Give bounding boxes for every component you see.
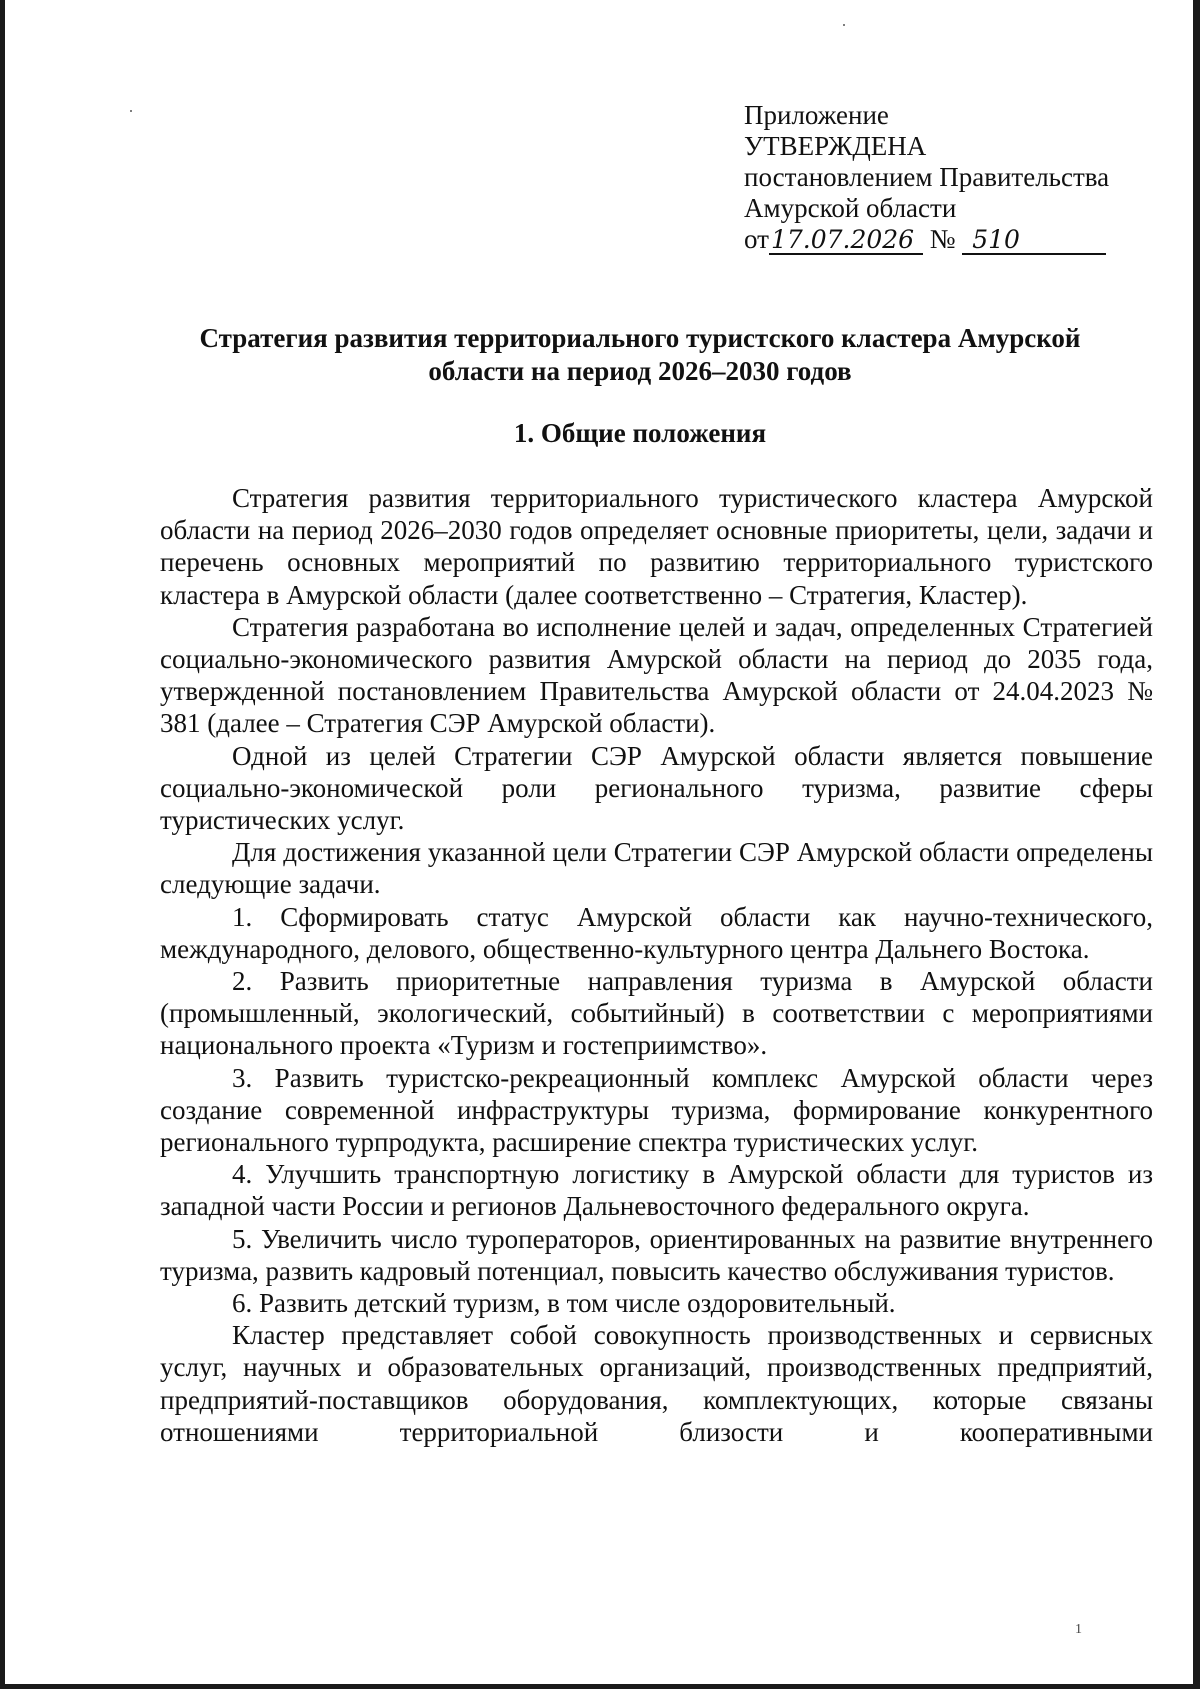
- number-prefix: №: [929, 224, 956, 254]
- paragraph: 4. Улучшить транспортную логистику в Амурской области для туристов из западной части России и регионов Дальневосточного федерального округа.: [160, 1159, 1153, 1222]
- document-title: Стратегия развития территориального туристского кластера Амурской области на период 2026–2030 годов: [199, 323, 1081, 386]
- paragraph: 5. Увеличить число туроператоров, ориентированных на развитие внутреннего туризма, развить кадровый потенциал, повысить качество обслуживания туристов.: [160, 1223, 1153, 1286]
- handwritten-date: 17.07.2026: [769, 227, 923, 255]
- paragraph: 2. Развить приоритетные направления туризма в Амурской области (промышленный, экологический, событийный) в соответствии с мероприятиями национального проекта «Туризм и гостеприимство».: [160, 966, 1153, 1061]
- paragraph: Одной из целей Стратегии СЭР Амурской области является повышение социально-экономической роли регионального туризма, развитие сферы туристических услуг.: [160, 740, 1153, 836]
- handwritten-number: 510: [962, 227, 1106, 255]
- scan-edge-left: [0, 0, 5, 1689]
- document-body: [160, 482, 1153, 1448]
- paragraph: Стратегия разработана во исполнение целей и задач, определенных Стратегией социально-экономического развития Амурской области на период до 2035 года, утвержденной постановлением Правительства Амурской области от 24.04.2023 № 381 (далее – Стратегия СЭР Амурской области).: [160, 611, 1153, 739]
- section-heading: 1. Общие положения: [513, 418, 767, 448]
- paragraph: 6. Развить детский туризм, в том числе оздоровительный.: [232, 1288, 896, 1319]
- approval-line-region: Амурской области: [744, 193, 957, 223]
- scan-edge-right: [1193, 0, 1200, 1689]
- approval-block: [744, 100, 1144, 255]
- approval-line-approved: УТВЕРЖДЕНА: [744, 131, 927, 161]
- date-prefix: от: [744, 224, 769, 254]
- paragraph: 3. Развить туристско-рекреационный комплекс Амурской области через создание современной инфраструктуры туризма, формирование конкурентного регионального турпродукта, расширение спектра туристических услуг.: [160, 1062, 1153, 1158]
- scan-speck: [130, 110, 132, 112]
- paragraph: Кластер представляет собой совокупность производственных и сервисных услуг, научных и образовательных организаций, производственных предприятий, предприятий-поставщиков оборудования, комплектующих, которые связаны отношениями территориальной близости и кооперативными: [160, 1320, 1153, 1447]
- paragraph: 1. Сформировать статус Амурской области как научно-технического, международного, делового, общественно-культурного центра Дальнего Востока.: [160, 901, 1153, 964]
- paragraph: Стратегия развития территориального туристического кластера Амурской области на период 2026–2030 годов определяет основные приоритеты, цели, задачи и перечень основных мероприятий по развитию территориального туристского кластера в Амурской области (далее соответственно – Стратегия, Кластер).: [160, 483, 1153, 610]
- paragraph: Для достижения указанной цели Стратегии СЭР Амурской области определены следующие задачи.: [160, 837, 1153, 900]
- approval-date-number-line: [744, 224, 1144, 255]
- approval-line-resolution: постановлением Правительства: [744, 162, 1110, 192]
- page-mark: 1: [1075, 1622, 1082, 1637]
- scan-edge-bottom: [0, 1684, 1200, 1689]
- approval-line-appendix: Приложение: [744, 100, 889, 130]
- scan-speck: [843, 24, 845, 26]
